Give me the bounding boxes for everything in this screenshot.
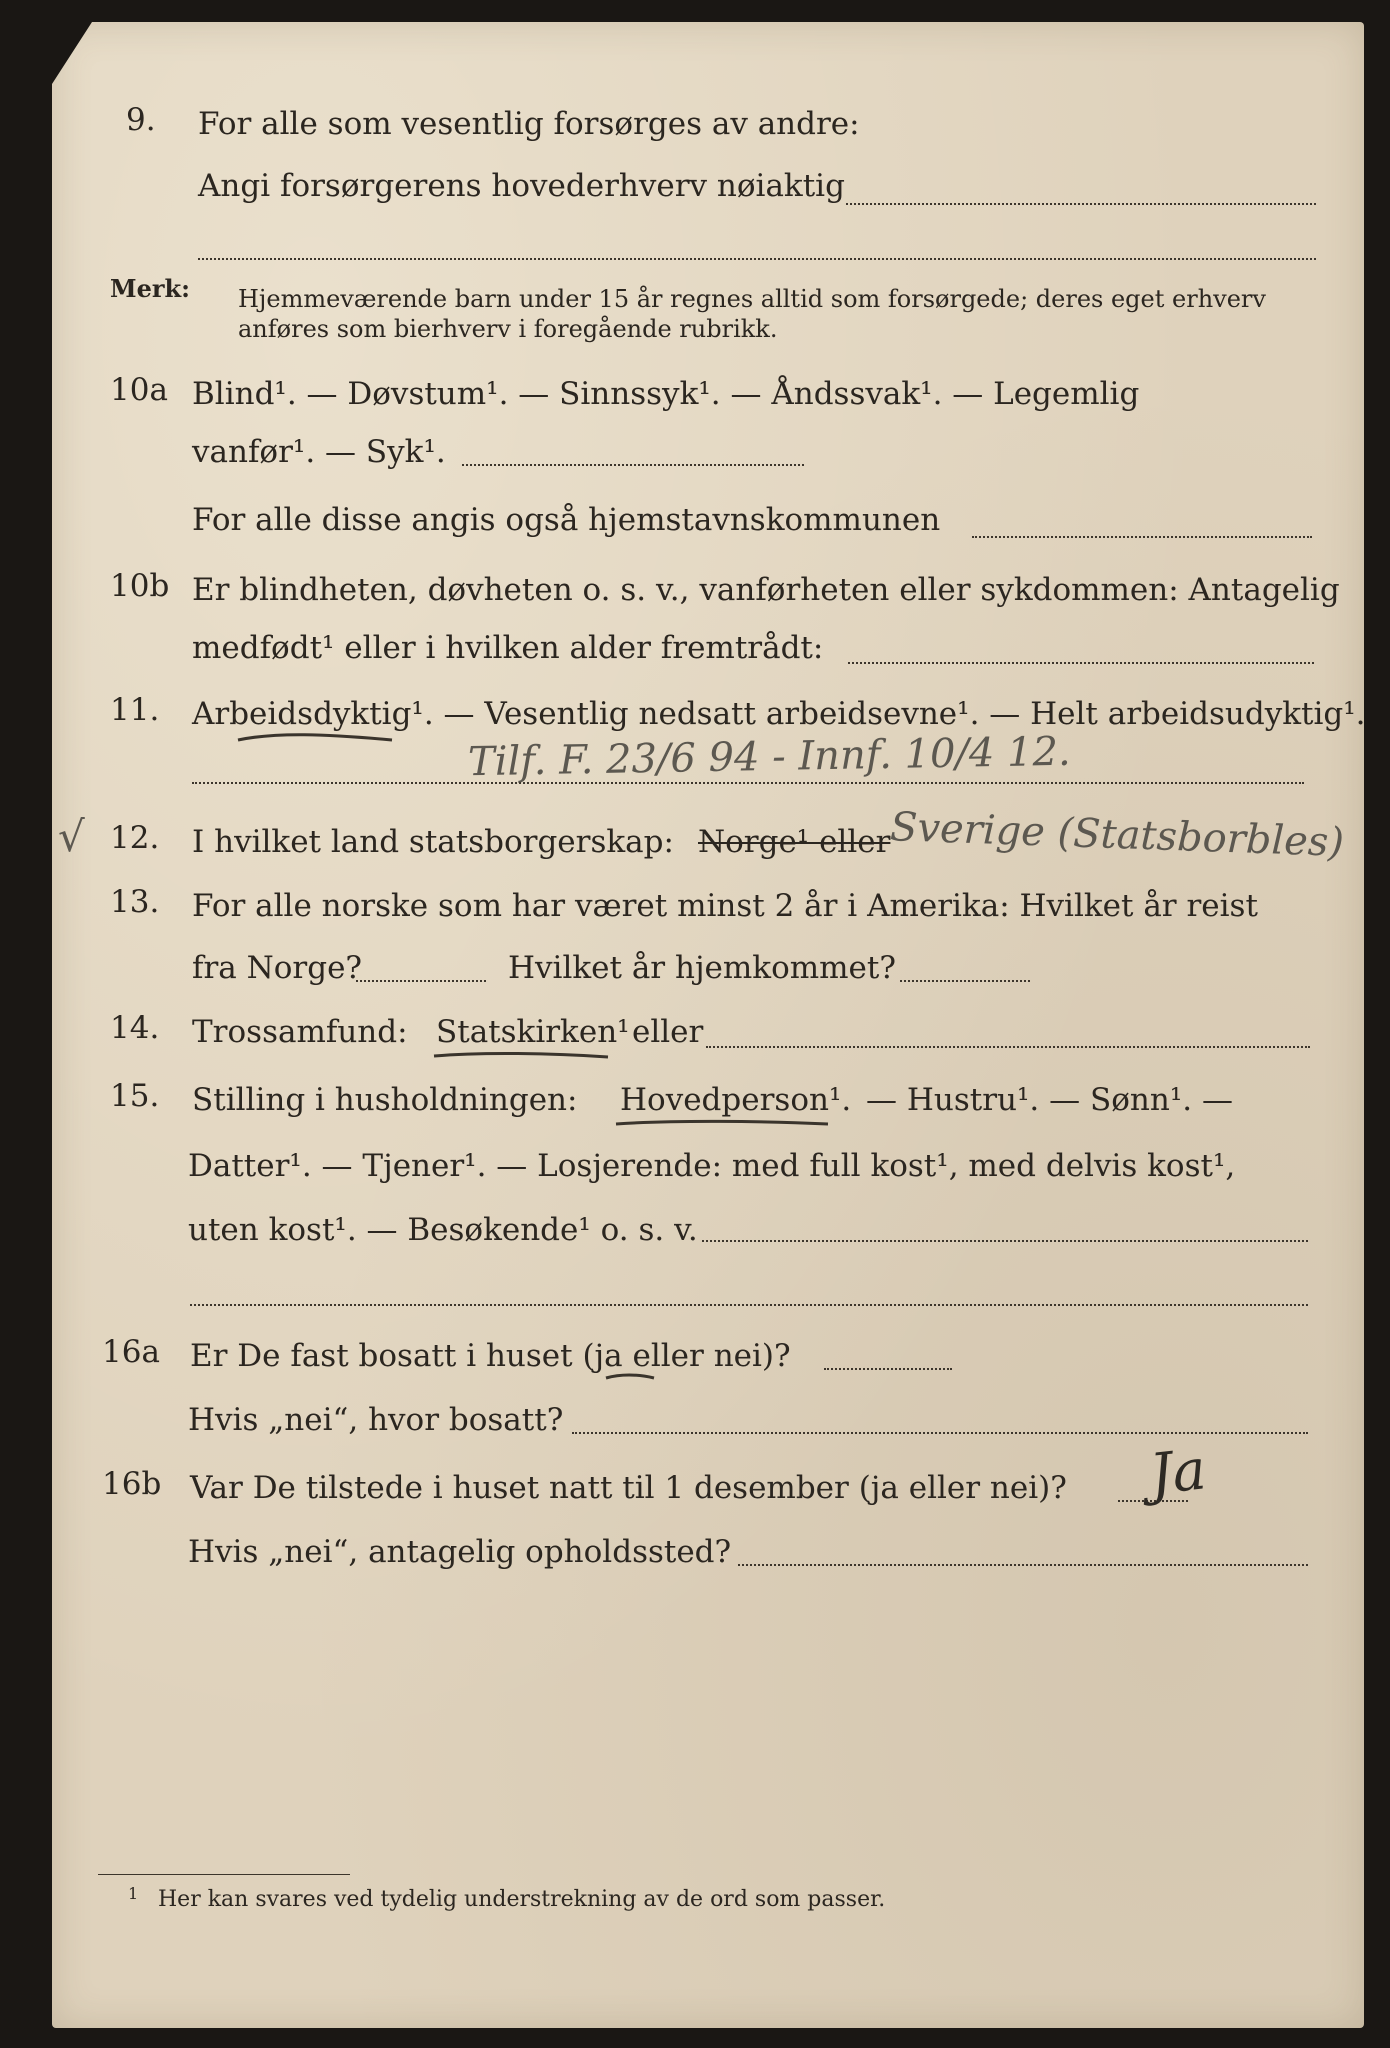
q15-answer-line[interactable] xyxy=(702,1240,1308,1242)
q16b-prompt: Var De tilstede i huset natt til 1 desember (ja eller nei)? xyxy=(190,1470,1067,1506)
q13-departure-line[interactable] xyxy=(356,980,486,982)
q9-prompt: For alle som vesentlig forsørges av andre: xyxy=(198,106,860,142)
q15-options-line-2: Datter¹. — Tjener¹. — Losjerende: med full kost¹, med delvis kost¹, xyxy=(188,1148,1236,1184)
q16a-prompt: Er De fast bosatt i huset (ja eller nei)? xyxy=(190,1338,791,1374)
q9-instruction: Angi forsørgerens hovederhverv nøiaktig xyxy=(198,168,845,204)
q14-or: eller xyxy=(632,1014,704,1050)
q12-struck-option: Norge¹ eller xyxy=(698,824,891,860)
q16a-answer-line[interactable] xyxy=(824,1368,952,1370)
q16b-stay-prompt: Hvis „nei“, antagelig opholdssted? xyxy=(188,1534,732,1570)
question-number-9: 9. xyxy=(126,102,156,138)
footnote-marker: 1 xyxy=(128,1884,139,1903)
q13-return-line[interactable] xyxy=(900,980,1030,982)
q10a-hometown-prompt: For alle disse angis også hjemstavnskommunen xyxy=(192,502,941,538)
q10b-prompt-cont: medfødt¹ eller i hvilken alder fremtrådt: xyxy=(192,630,824,666)
q13-departure-prompt: fra Norge? xyxy=(192,950,363,986)
q16a-where-line[interactable] xyxy=(572,1432,1308,1434)
q15-handwritten-underline xyxy=(614,1116,832,1130)
note-line-1: Hjemmeværende barn under 15 år regnes alltid som forsørgede; deres eget erhverv xyxy=(238,285,1266,313)
q11-answer-line[interactable] xyxy=(192,782,1304,784)
q14-answer-line[interactable] xyxy=(706,1046,1310,1048)
q12-margin-check: √ xyxy=(58,812,85,861)
q12-handwritten-answer: Sverige (Statsborbles) xyxy=(889,804,1345,866)
q9-answer-line[interactable] xyxy=(846,203,1316,205)
q15-prompt: Stilling i husholdningen: xyxy=(192,1082,578,1118)
q10a-options: Blind¹. — Døvstum¹. — Sinnssyk¹. — Åndssvak¹. — Legemlig xyxy=(192,376,1140,412)
q10b-prompt: Er blindheten, døvheten o. s. v., vanførheten eller sykdommen: Antagelig xyxy=(192,572,1340,608)
q10a-answer-line[interactable] xyxy=(462,464,804,466)
q11-option-rest: — Vesentlig nedsatt arbeidsevne¹. — Helt arbeidsudyktig¹. xyxy=(433,696,1366,732)
question-number-15: 15. xyxy=(110,1078,160,1114)
q16b-handwritten-answer: Ja xyxy=(1146,1437,1210,1508)
q15-option-hovedperson[interactable]: Hovedperson¹. xyxy=(620,1082,852,1118)
question-number-11: 11. xyxy=(110,692,160,728)
q15-options-line-3: uten kost¹. — Besøkende¹ o. s. v. xyxy=(188,1212,698,1248)
question-number-10a: 10a xyxy=(110,372,168,408)
question-number-16b: 16b xyxy=(102,1466,162,1502)
q15-answer-line-2[interactable] xyxy=(190,1304,1308,1306)
q16a-where-prompt: Hvis „nei“, hvor bosatt? xyxy=(188,1402,564,1438)
q11-handwritten-underline xyxy=(236,728,396,748)
q11-handwritten-annotation: Tilf. F. 23/6 94 - Innf. 10/4 12. xyxy=(467,728,1072,786)
footnote-rule xyxy=(98,1874,350,1875)
question-number-13: 13. xyxy=(110,884,160,920)
note-line-2: anføres som bierhverv i foregående rubrikk. xyxy=(238,315,778,343)
q10b-answer-line[interactable] xyxy=(848,662,1314,664)
q14-option-statskirken[interactable]: Statskirken¹ xyxy=(436,1014,630,1050)
q11-option-able[interactable]: Arbeidsdyktig¹. xyxy=(192,696,434,732)
note-label: Merk: xyxy=(110,274,190,303)
q13-return-prompt: Hvilket år hjemkommet? xyxy=(508,950,896,986)
q9-answer-line-2[interactable] xyxy=(198,258,1316,260)
q15-options-cont: — Hustru¹. — Sønn¹. — xyxy=(866,1082,1233,1118)
q16a-handwritten-underline xyxy=(604,1370,656,1384)
question-number-12: 12. xyxy=(110,820,160,856)
q14-label: Trossamfund: xyxy=(192,1014,408,1050)
footnote-text: Her kan svares ved tydelig understrekning av de ord som passer. xyxy=(158,1887,886,1912)
q13-prompt: For alle norske som har været minst 2 år i Amerika: Hvilket år reist xyxy=(192,888,1258,924)
question-number-14: 14. xyxy=(110,1010,160,1046)
q12-prompt: I hvilket land statsborgerskap: xyxy=(192,824,674,860)
q16b-stay-line[interactable] xyxy=(738,1564,1308,1566)
q14-handwritten-underline xyxy=(432,1048,612,1062)
question-number-16a: 16a xyxy=(102,1334,160,1370)
page-corner xyxy=(52,22,92,84)
q10a-options-cont: vanfør¹. — Syk¹. xyxy=(192,434,446,470)
q10a-hometown-line[interactable] xyxy=(972,536,1312,538)
question-number-10b: 10b xyxy=(110,568,170,604)
